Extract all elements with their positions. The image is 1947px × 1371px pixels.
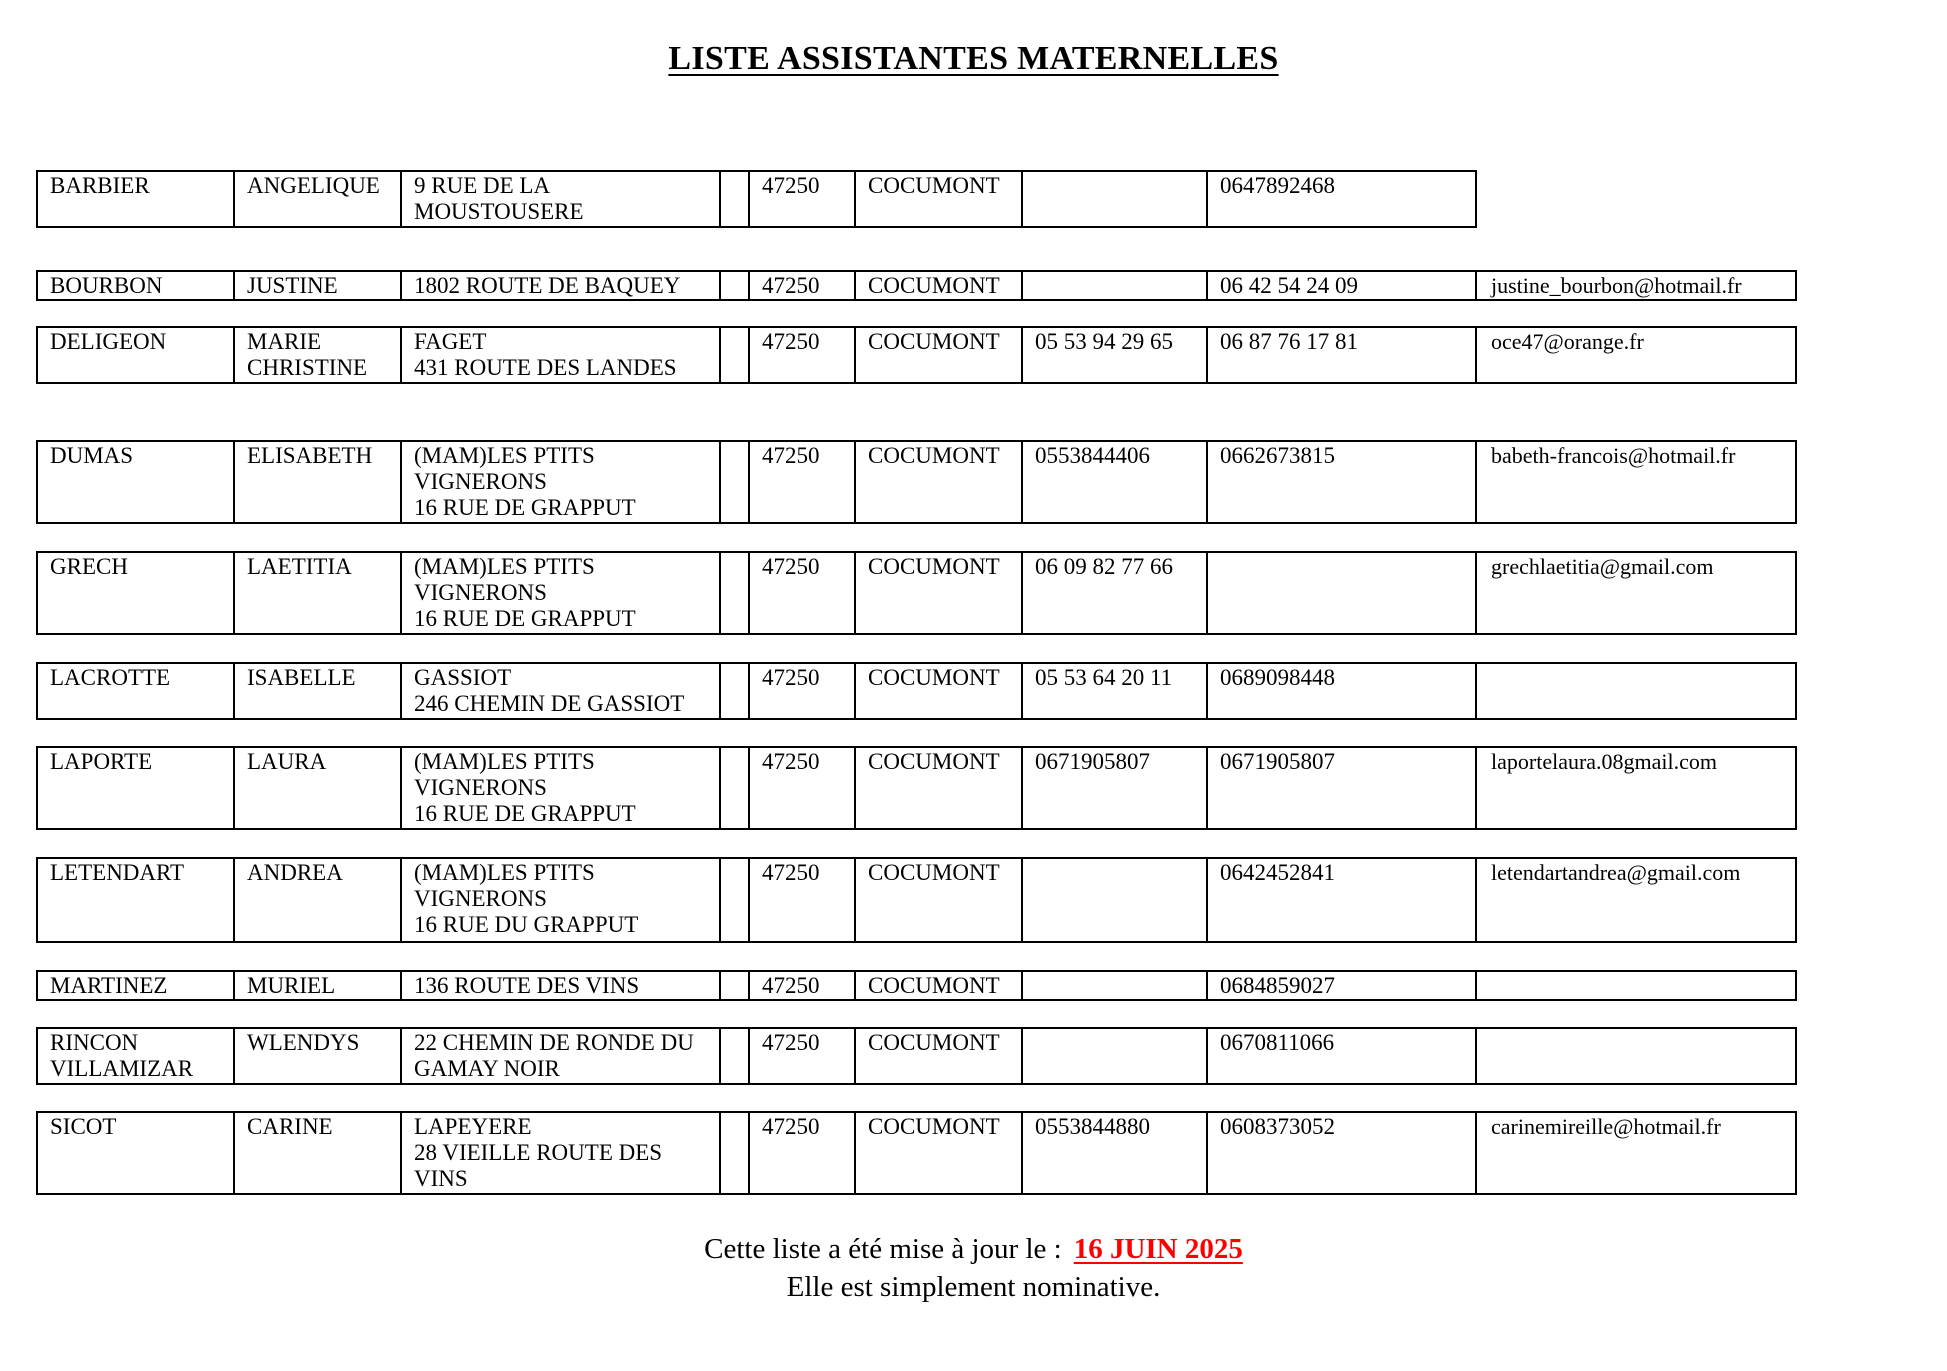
cell-tel-portable: 0689098448 (1207, 663, 1476, 719)
entry-table (36, 326, 1797, 384)
entry-table (36, 270, 1797, 301)
cell-ville: COCUMONT (855, 663, 1022, 719)
cell-separator (720, 441, 749, 523)
cell-separator (720, 327, 749, 383)
cell-separator (720, 1112, 749, 1194)
cell-nom: DELIGEON (37, 327, 234, 383)
cell-code-postal: 47250 (749, 1028, 855, 1084)
cell-nom: GRECH (37, 552, 234, 634)
cell-prenom: MURIEL (234, 971, 401, 1000)
cell-code-postal: 47250 (749, 747, 855, 829)
cell-prenom: JUSTINE (234, 271, 401, 300)
table-row (37, 441, 1796, 523)
cell-separator (720, 271, 749, 300)
cell-separator (720, 663, 749, 719)
cell-code-postal: 47250 (749, 663, 855, 719)
table-row (37, 747, 1796, 829)
cell-prenom: ISABELLE (234, 663, 401, 719)
cell-tel-fixe: 0553844880 (1022, 1112, 1207, 1194)
cell-nom: BOURBON (37, 271, 234, 300)
cell-tel-fixe (1022, 858, 1207, 942)
cell-ville: COCUMONT (855, 441, 1022, 523)
cell-tel-portable: 0642452841 (1207, 858, 1476, 942)
cell-nom: RINCON VILLAMIZAR (37, 1028, 234, 1084)
cell-nom: DUMAS (37, 441, 234, 523)
cell-tel-portable: 0671905807 (1207, 747, 1476, 829)
cell-nom: SICOT (37, 1112, 234, 1194)
cell-email: letendartandrea@gmail.com (1476, 858, 1796, 942)
cell-email (1476, 663, 1796, 719)
entry-table (36, 440, 1797, 524)
cell-code-postal: 47250 (749, 327, 855, 383)
table-row (37, 1028, 1796, 1084)
cell-adresse: 22 CHEMIN DE RONDE DU GAMAY NOIR (401, 1028, 720, 1084)
table-row (37, 171, 1476, 227)
cell-ville: COCUMONT (855, 171, 1022, 227)
cell-nom: BARBIER (37, 171, 234, 227)
cell-code-postal: 47250 (749, 441, 855, 523)
cell-prenom: ANDREA (234, 858, 401, 942)
cell-tel-fixe: 05 53 94 29 65 (1022, 327, 1207, 383)
cell-adresse: (MAM)LES PTITS VIGNERONS 16 RUE DU GRAPPUT (401, 858, 720, 942)
cell-email: laportelaura.08gmail.com (1476, 747, 1796, 829)
cell-code-postal: 47250 (749, 271, 855, 300)
cell-adresse: GASSIOT 246 CHEMIN DE GASSIOT (401, 663, 720, 719)
cell-adresse: LAPEYERE 28 VIEILLE ROUTE DES VINS (401, 1112, 720, 1194)
entry-table (36, 970, 1797, 1001)
table-row (37, 858, 1796, 942)
cell-adresse: 136 ROUTE DES VINS (401, 971, 720, 1000)
table-row (37, 271, 1796, 300)
footer-note (0, 1230, 1947, 1306)
cell-tel-portable: 06 87 76 17 81 (1207, 327, 1476, 383)
cell-adresse: FAGET 431 ROUTE DES LANDES (401, 327, 720, 383)
cell-separator (720, 171, 749, 227)
cell-tel-portable: 0670811066 (1207, 1028, 1476, 1084)
cell-prenom: MARIE CHRISTINE (234, 327, 401, 383)
update-date: 16 JUIN 2025 (1073, 1233, 1243, 1265)
cell-adresse: (MAM)LES PTITS VIGNERONS 16 RUE DE GRAPPUT (401, 552, 720, 634)
cell-email: oce47@orange.fr (1476, 327, 1796, 383)
cell-tel-portable: 0684859027 (1207, 971, 1476, 1000)
cell-code-postal: 47250 (749, 552, 855, 634)
cell-ville: COCUMONT (855, 971, 1022, 1000)
cell-adresse: 1802 ROUTE DE BAQUEY (401, 271, 720, 300)
cell-ville: COCUMONT (855, 271, 1022, 300)
cell-prenom: CARINE (234, 1112, 401, 1194)
cell-code-postal: 47250 (749, 1112, 855, 1194)
cell-tel-fixe: 06 09 82 77 66 (1022, 552, 1207, 634)
cell-separator (720, 747, 749, 829)
table-row (37, 327, 1796, 383)
cell-prenom: LAETITIA (234, 552, 401, 634)
page-title: LISTE ASSISTANTES MATERNELLES (668, 40, 1279, 77)
cell-tel-fixe (1022, 971, 1207, 1000)
cell-code-postal: 47250 (749, 971, 855, 1000)
cell-ville: COCUMONT (855, 327, 1022, 383)
cell-email: justine_bourbon@hotmail.fr (1476, 271, 1796, 300)
cell-nom: MARTINEZ (37, 971, 234, 1000)
cell-tel-fixe (1022, 1028, 1207, 1084)
cell-prenom: ANGELIQUE (234, 171, 401, 227)
cell-email: babeth-francois@hotmail.fr (1476, 441, 1796, 523)
cell-email: grechlaetitia@gmail.com (1476, 552, 1796, 634)
cell-nom: LAPORTE (37, 747, 234, 829)
table-row (37, 552, 1796, 634)
cell-tel-fixe: 0671905807 (1022, 747, 1207, 829)
cell-adresse: 9 RUE DE LA MOUSTOUSERE (401, 171, 720, 227)
cell-separator (720, 552, 749, 634)
entry-table (36, 1111, 1797, 1195)
cell-tel-portable (1207, 552, 1476, 634)
entry-table (36, 170, 1477, 228)
cell-ville: COCUMONT (855, 552, 1022, 634)
cell-tel-portable: 0647892468 (1207, 171, 1476, 227)
entry-table (36, 662, 1797, 720)
entry-table (36, 746, 1797, 830)
nominative-note: Elle est simplement nominative. (786, 1271, 1161, 1303)
cell-separator (720, 971, 749, 1000)
table-row (37, 1112, 1796, 1194)
cell-tel-portable: 06 42 54 24 09 (1207, 271, 1476, 300)
cell-code-postal: 47250 (749, 858, 855, 942)
entry-table (36, 1027, 1797, 1085)
cell-ville: COCUMONT (855, 1112, 1022, 1194)
cell-code-postal: 47250 (749, 171, 855, 227)
cell-tel-portable: 0662673815 (1207, 441, 1476, 523)
cell-separator (720, 1028, 749, 1084)
cell-tel-fixe (1022, 171, 1207, 227)
entry-table (36, 551, 1797, 635)
cell-prenom: WLENDYS (234, 1028, 401, 1084)
cell-tel-fixe (1022, 271, 1207, 300)
table-row (37, 971, 1796, 1000)
update-label: Cette liste a été mise à jour le : (704, 1233, 1062, 1265)
cell-tel-fixe: 0553844406 (1022, 441, 1207, 523)
cell-prenom: ELISABETH (234, 441, 401, 523)
cell-tel-fixe: 05 53 64 20 11 (1022, 663, 1207, 719)
cell-email (1476, 971, 1796, 1000)
cell-email: carinemireille@hotmail.fr (1476, 1112, 1796, 1194)
cell-separator (720, 858, 749, 942)
cell-ville: COCUMONT (855, 858, 1022, 942)
cell-prenom: LAURA (234, 747, 401, 829)
cell-adresse: (MAM)LES PTITS VIGNERONS 16 RUE DE GRAPPUT (401, 441, 720, 523)
cell-nom: LACROTTE (37, 663, 234, 719)
update-line (0, 1230, 1947, 1268)
entry-table (36, 857, 1797, 943)
cell-adresse: (MAM)LES PTITS VIGNERONS 16 RUE DE GRAPPUT (401, 747, 720, 829)
table-row (37, 663, 1796, 719)
cell-ville: COCUMONT (855, 747, 1022, 829)
cell-nom: LETENDART (37, 858, 234, 942)
cell-ville: COCUMONT (855, 1028, 1022, 1084)
cell-email (1476, 1028, 1796, 1084)
cell-tel-portable: 0608373052 (1207, 1112, 1476, 1194)
